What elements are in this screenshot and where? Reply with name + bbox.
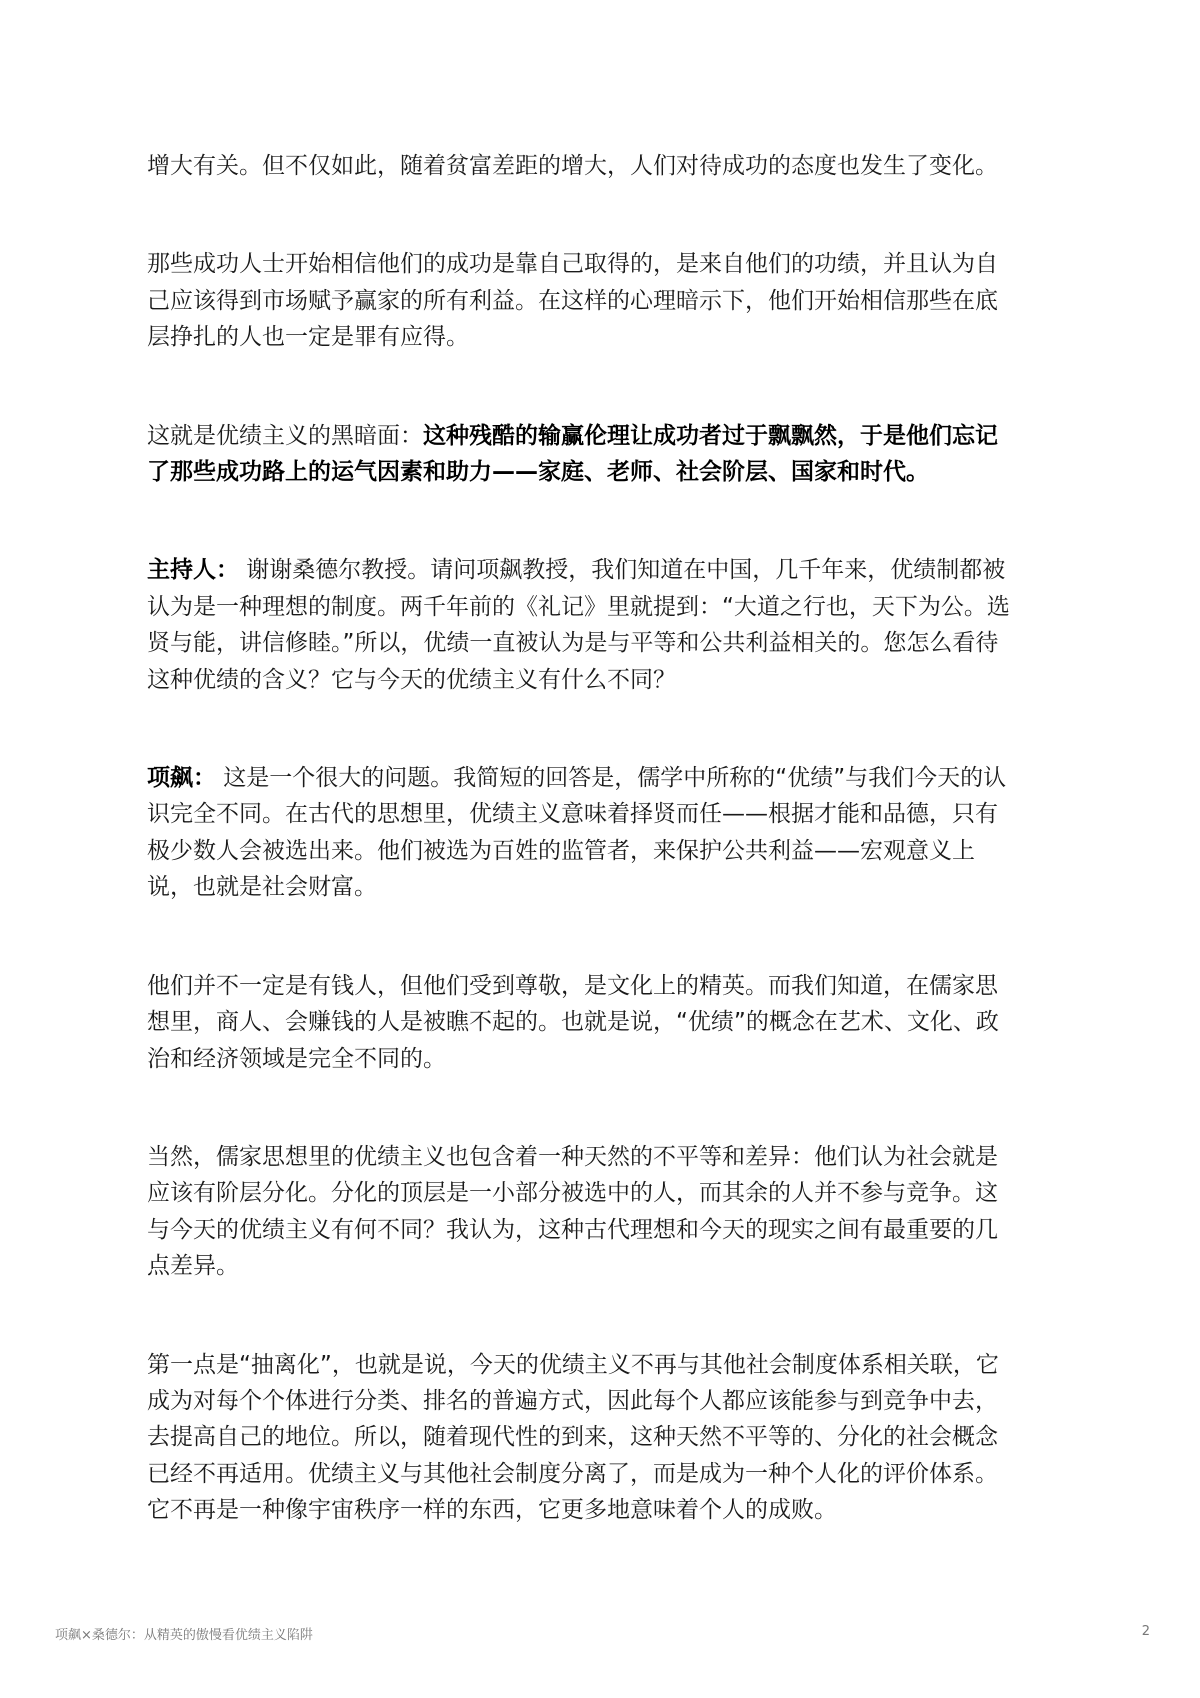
text-line xyxy=(147,1492,1057,1528)
text-line xyxy=(147,1212,1057,1248)
text-line xyxy=(147,1383,1057,1419)
text-segment: 这种优绩的含义？它与今天的优绩主义有什么不同？ xyxy=(147,666,676,693)
text-line xyxy=(147,796,1057,832)
text-line xyxy=(147,760,1057,796)
text-segment: 贤与能，讲信修睦。”所以，优绩一直被认为是与平等和公共利益相关的。您怎么看待 xyxy=(147,630,999,657)
text-line xyxy=(147,1004,1057,1040)
text-line xyxy=(147,968,1057,1004)
text-line xyxy=(147,283,1057,319)
text-segment: 它不再是一种像宇宙秩序一样的东西，它更多地意味着个人的成败。 xyxy=(147,1497,837,1524)
paragraph xyxy=(147,968,1057,1077)
text-segment: 成为对每个个体进行分类、排名的普遍方式，因此每个人都应该能参与到竞争中去， xyxy=(147,1387,998,1414)
text-line xyxy=(147,1139,1057,1175)
paragraph xyxy=(147,148,1057,184)
text-segment: 想里，商人、会赚钱的人是被瞧不起的。也就是说，“优绩”的概念在艺术、文化、政 xyxy=(147,1009,999,1036)
text-line xyxy=(147,1419,1057,1455)
text-segment: 应该有阶层分化。分化的顶层是一小部分被选中的人，而其余的人并不参与竞争。这 xyxy=(147,1180,998,1207)
text-segment: 认为是一种理想的制度。两千年前的《礼记》里就提到：“大道之行也，天下为公。选 xyxy=(147,593,1010,620)
text-segment: 谢谢桑德尔教授。请问项飙教授，我们知道在中国，几千年来，优绩制都被 xyxy=(239,557,1006,584)
text-line xyxy=(147,589,1057,625)
paragraph xyxy=(147,1139,1057,1285)
text-line xyxy=(147,246,1057,282)
text-segment: 识完全不同。在古代的思想里，优绩主义意味着择贤而任——根据才能和品德，只有 xyxy=(147,801,998,828)
text-line xyxy=(147,625,1057,661)
text-line xyxy=(147,148,1057,184)
paragraph xyxy=(147,760,1057,906)
text-line xyxy=(147,418,1057,454)
text-line xyxy=(147,1175,1057,1211)
paragraph xyxy=(147,246,1057,355)
text-line xyxy=(147,319,1057,355)
text-line xyxy=(147,1347,1057,1383)
text-segment: 当然，儒家思想里的优绩主义也包含着一种天然的不平等和差异：他们认为社会就是 xyxy=(147,1143,998,1170)
text-segment: 那些成功人士开始相信他们的成功是靠自己取得的，是来自他们的功绩，并且认为自 xyxy=(147,251,998,278)
text-segment: 极少数人会被选出来。他们被选为百姓的监管者，来保护公共利益——宏观意义上 xyxy=(147,837,975,864)
text-segment: 第一点是“抽离化”，也就是说，今天的优绩主义不再与其他社会制度体系相关联，它 xyxy=(147,1351,999,1378)
text-line xyxy=(147,1456,1057,1492)
text-line xyxy=(147,1041,1057,1077)
text-segment: 他们并不一定是有钱人，但他们受到尊敬，是文化上的精英。而我们知道，在儒家思 xyxy=(147,972,998,999)
text-line xyxy=(147,662,1057,698)
bold-text: 这种残酷的输赢伦理让成功者过于飘飘然，于是他们忘记 xyxy=(423,422,998,449)
bold-text: 项飙： xyxy=(147,765,216,792)
text-segment: 说，也就是社会财富。 xyxy=(147,874,377,901)
text-line xyxy=(147,869,1057,905)
text-segment: 治和经济领域是完全不同的。 xyxy=(147,1045,446,1072)
text-segment: 点差异。 xyxy=(147,1253,239,1280)
text-segment: 增大有关。但不仅如此，随着贫富差距的增大，人们对待成功的态度也发生了变化。 xyxy=(147,153,998,179)
footer-title: 项飙×桑德尔：从精英的傲慢看优绩主义陷阱 xyxy=(55,1628,313,1643)
text-segment: 这就是优绩主义的黑暗面： xyxy=(147,422,423,449)
bold-text: 主持人： xyxy=(147,557,239,584)
text-segment: 与今天的优绩主义有何不同？我认为，这种古代理想和今天的现实之间有最重要的几 xyxy=(147,1216,998,1243)
text-segment: 己应该得到市场赋予赢家的所有利益。在这样的心理暗示下，他们开始相信那些在底 xyxy=(147,287,998,314)
paragraph xyxy=(147,418,1057,491)
text-line xyxy=(147,454,1057,490)
text-line xyxy=(147,552,1057,588)
text-line xyxy=(147,1248,1057,1284)
bold-text: 了那些成功路上的运气因素和助力——家庭、老师、社会阶层、国家和时代。 xyxy=(147,459,929,486)
page-number: 2 xyxy=(1141,1624,1150,1639)
paragraph xyxy=(147,1347,1057,1529)
text-segment: 这是一个很大的问题。我简短的回答是，儒学中所称的“优绩”与我们今天的认 xyxy=(216,765,1007,792)
text-segment: 层挣扎的人也一定是罪有应得。 xyxy=(147,324,469,351)
text-segment: 去提高自己的地位。所以，随着现代性的到来，这种天然不平等的、分化的社会概念 xyxy=(147,1424,998,1451)
text-line xyxy=(147,833,1057,869)
text-segment: 已经不再适用。优绩主义与其他社会制度分离了，而是成为一种个人化的评价体系。 xyxy=(147,1460,998,1487)
document-body xyxy=(147,148,1057,1591)
paragraph xyxy=(147,552,1057,698)
